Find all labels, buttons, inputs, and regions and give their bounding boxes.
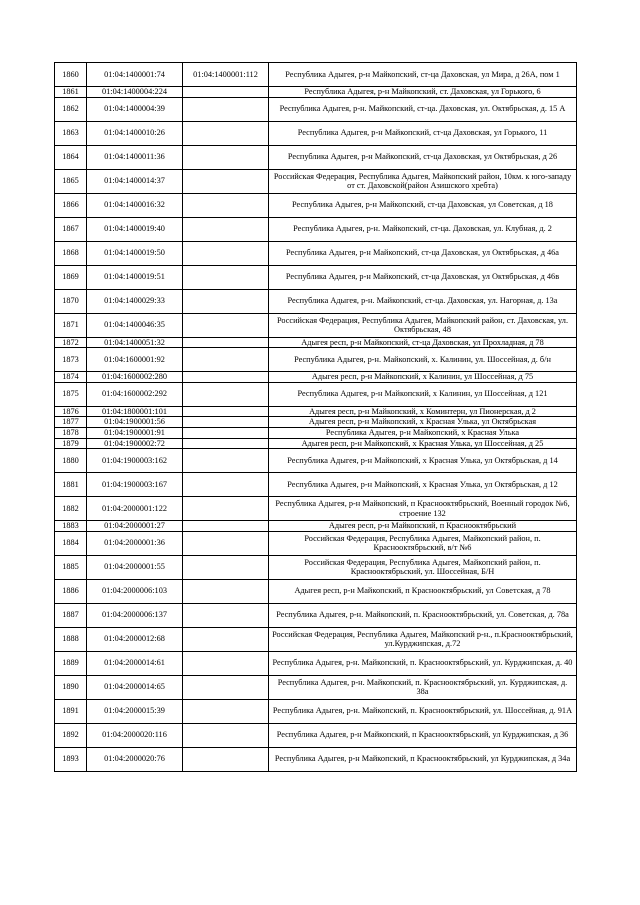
cadastral-number-cell: 01:04:1400019:51 [87, 265, 183, 289]
parent-cadastral-number-cell [183, 427, 269, 438]
table-row [55, 555, 577, 579]
row-number-cell: 1885 [55, 555, 87, 579]
address-cell: Республика Адыгея, р-н. Майкопский, п. Краснооктябрьский, ул. Курджипская, д. 40 [269, 651, 577, 675]
row-number-cell: 1881 [55, 473, 87, 497]
cadastral-number-cell: 01:04:1600002:292 [87, 382, 183, 406]
table-row [55, 603, 577, 627]
table-row [55, 651, 577, 675]
row-number-cell: 1890 [55, 675, 87, 699]
parent-cadastral-number-cell [183, 449, 269, 473]
row-number-cell: 1889 [55, 651, 87, 675]
row-number-cell: 1893 [55, 747, 87, 771]
parent-cadastral-number-cell [183, 382, 269, 406]
parent-cadastral-number-cell [183, 579, 269, 603]
cadastral-number-cell: 01:04:1400046:35 [87, 313, 183, 337]
parent-cadastral-number-cell [183, 723, 269, 747]
cadastral-number-cell: 01:04:2000006:137 [87, 603, 183, 627]
table-row [55, 449, 577, 473]
cadastral-number-cell: 01:04:2000015:39 [87, 699, 183, 723]
parent-cadastral-number-cell [183, 145, 269, 169]
parent-cadastral-number-cell [183, 651, 269, 675]
address-cell: Республика Адыгея, р-н Майкопский, п Краснооктябрьский, ул Курджипская, д 36 [269, 723, 577, 747]
parent-cadastral-number-cell [183, 372, 269, 383]
table-row [55, 473, 577, 497]
parent-cadastral-number-cell [183, 555, 269, 579]
parent-cadastral-number-cell [183, 87, 269, 98]
table-row [55, 217, 577, 241]
address-cell: Республика Адыгея, р-н Майкопский, ст-ца Даховская, ул Советская, д 18 [269, 193, 577, 217]
parent-cadastral-number-cell [183, 497, 269, 521]
address-cell: Республика Адыгея, р-н. Майкопский, ст-ца. Даховская, ул. Клубная, д. 2 [269, 217, 577, 241]
address-cell: Адыгея респ, р-н Майкопский, х Калинин, ул Шоссейная, д 75 [269, 372, 577, 383]
row-number-cell: 1870 [55, 289, 87, 313]
address-cell: Российская Федерация, Республика Адыгея, Майкопский район, п. Краснооктябрьский, в/т №6 [269, 531, 577, 555]
table-row [55, 723, 577, 747]
parent-cadastral-number-cell [183, 747, 269, 771]
table-row [55, 406, 577, 417]
row-number-cell: 1861 [55, 87, 87, 98]
row-number-cell: 1875 [55, 382, 87, 406]
row-number-cell: 1887 [55, 603, 87, 627]
address-cell: Республика Адыгея, р-н Майкопский, ст-ца Даховская, ул Октябрьская, д 26 [269, 145, 577, 169]
table-row [55, 699, 577, 723]
parent-cadastral-number-cell [183, 97, 269, 121]
row-number-cell: 1869 [55, 265, 87, 289]
cadastral-number-cell: 01:04:2000020:116 [87, 723, 183, 747]
address-cell: Республика Адыгея, р-н Майкопский, п Краснооктябрьский, Военный городок №6, строение 132 [269, 497, 577, 521]
table-row [55, 747, 577, 771]
address-cell: Адыгея респ, р-н Майкопский, п Краснооктябрьский [269, 521, 577, 532]
cadastral-number-cell: 01:04:2000014:65 [87, 675, 183, 699]
row-number-cell: 1872 [55, 337, 87, 348]
parent-cadastral-number-cell [183, 603, 269, 627]
parent-cadastral-number-cell [183, 121, 269, 145]
address-cell: Республика Адыгея, р-н Майкопский, ст-ца Даховская, ул Октябрьская, д 46а [269, 241, 577, 265]
cadastral-number-cell: 01:04:2000020:76 [87, 747, 183, 771]
row-number-cell: 1886 [55, 579, 87, 603]
table-row [55, 417, 577, 428]
table-row [55, 87, 577, 98]
cadastral-number-cell: 01:04:1900001:56 [87, 417, 183, 428]
cadastral-number-cell: 01:04:1400010:26 [87, 121, 183, 145]
address-cell: Республика Адыгея, р-н Майкопский, х Красная Улька [269, 427, 577, 438]
cadastral-number-cell: 01:04:1400016:32 [87, 193, 183, 217]
table-row [55, 427, 577, 438]
cadastral-number-cell: 01:04:1400029:33 [87, 289, 183, 313]
row-number-cell: 1876 [55, 406, 87, 417]
parent-cadastral-number-cell [183, 193, 269, 217]
row-number-cell: 1879 [55, 438, 87, 449]
cadastral-number-cell: 01:04:1400001:74 [87, 63, 183, 87]
cadastral-number-cell: 01:04:1900001:91 [87, 427, 183, 438]
parent-cadastral-number-cell [183, 531, 269, 555]
address-cell: Республика Адыгея, р-н Майкопский, х Красная Улька, ул Октябрьская, д 12 [269, 473, 577, 497]
parent-cadastral-number-cell [183, 337, 269, 348]
cadastral-number-cell: 01:04:2000001:55 [87, 555, 183, 579]
cadastral-number-cell: 01:04:1900003:167 [87, 473, 183, 497]
parent-cadastral-number-cell [183, 699, 269, 723]
parent-cadastral-number-cell [183, 406, 269, 417]
cadastral-number-cell: 01:04:1800001:101 [87, 406, 183, 417]
cadastral-number-cell: 01:04:2000001:36 [87, 531, 183, 555]
address-cell: Адыгея респ, р-н Майкопский, х Коминтерн, ул Пионерская, д 2 [269, 406, 577, 417]
row-number-cell: 1867 [55, 217, 87, 241]
row-number-cell: 1883 [55, 521, 87, 532]
row-number-cell: 1868 [55, 241, 87, 265]
cadastral-number-cell: 01:04:2000012:68 [87, 627, 183, 651]
address-cell: Республика Адыгея, р-н Майкопский, ст-ца Даховская, ул Мира, д 26А, пом 1 [269, 63, 577, 87]
table-row [55, 289, 577, 313]
address-cell: Республика Адыгея, р-н. Майкопский, ст-ца. Даховская, ул. Нагорная, д. 13а [269, 289, 577, 313]
address-cell: Российская Федерация, Республика Адыгея, Майкопский р-н., п.Краснооктябрьский, ул.Курджипская, д.72 [269, 627, 577, 651]
address-cell: Республика Адыгея, р-н. Майкопский, п. Краснооктябрьский, ул. Курджипская, д. 38а [269, 675, 577, 699]
row-number-cell: 1871 [55, 313, 87, 337]
table-row [55, 438, 577, 449]
cadastral-number-cell: 01:04:1900003:162 [87, 449, 183, 473]
address-cell: Республика Адыгея, р-н Майкопский, п Краснооктябрьский, ул Курджипская, д 34а [269, 747, 577, 771]
table-row [55, 627, 577, 651]
parent-cadastral-number-cell [183, 473, 269, 497]
table-row [55, 521, 577, 532]
parent-cadastral-number-cell [183, 627, 269, 651]
table-row [55, 63, 577, 87]
address-cell: Республика Адыгея, р-н Майкопский, ст-ца Даховская, ул Горького, 11 [269, 121, 577, 145]
table-row [55, 241, 577, 265]
row-number-cell: 1892 [55, 723, 87, 747]
table-row [55, 313, 577, 337]
row-number-cell: 1882 [55, 497, 87, 521]
table-row [55, 337, 577, 348]
cadastral-number-cell: 01:04:2000001:27 [87, 521, 183, 532]
row-number-cell: 1880 [55, 449, 87, 473]
table-row [55, 121, 577, 145]
parent-cadastral-number-cell [183, 241, 269, 265]
address-cell: Республика Адыгея, р-н. Майкопский, х. Калинин, ул. Шоссейная, д. б/н [269, 348, 577, 372]
address-cell: Республика Адыгея, р-н. Майкопский, ст-ца. Даховская, ул. Октябрьская, д. 15 А [269, 97, 577, 121]
row-number-cell: 1877 [55, 417, 87, 428]
address-cell: Республика Адыгея, р-н. Майкопский, п. Краснооктябрьский, ул. Шоссейная, д. 91А [269, 699, 577, 723]
row-number-cell: 1860 [55, 63, 87, 87]
row-number-cell: 1863 [55, 121, 87, 145]
row-number-cell: 1866 [55, 193, 87, 217]
address-cell: Республика Адыгея, р-н Майкопский, ст-ца Даховская, ул Октябрьская, д 46в [269, 265, 577, 289]
row-number-cell: 1873 [55, 348, 87, 372]
parent-cadastral-number-cell [183, 265, 269, 289]
parent-cadastral-number-cell [183, 289, 269, 313]
cadastral-number-cell: 01:04:1400004:39 [87, 97, 183, 121]
table-row [55, 193, 577, 217]
address-cell: Республика Адыгея, р-н Майкопский, ст. Даховская, ул Горького, 6 [269, 87, 577, 98]
table-row [55, 382, 577, 406]
parent-cadastral-number-cell [183, 438, 269, 449]
address-cell: Адыгея респ, р-н Майкопский, х Красная Улька, ул Шоссейная, д 25 [269, 438, 577, 449]
address-cell: Адыгея респ, р-н Майкопский, х Красная Улька, ул Октябрьская [269, 417, 577, 428]
table-row [55, 169, 577, 193]
table-row [55, 675, 577, 699]
row-number-cell: 1884 [55, 531, 87, 555]
row-number-cell: 1865 [55, 169, 87, 193]
address-cell: Республика Адыгея, р-н Майкопский, х Красная Улька, ул Октябрьская, д 14 [269, 449, 577, 473]
address-cell: Адыгея респ, р-н Майкопский, ст-ца Даховская, ул Прохладная, д 78 [269, 337, 577, 348]
cadastral-number-cell: 01:04:1400011:36 [87, 145, 183, 169]
parent-cadastral-number-cell [183, 675, 269, 699]
address-cell: Республика Адыгея, р-н. Майкопский, п. Краснооктябрьский, ул. Советская, д. 78а [269, 603, 577, 627]
address-cell: Российская Федерация, Республика Адыгея, Майкопский район, п. Краснооктябрьский, ул. Шоссейная, Б/Н [269, 555, 577, 579]
cadastral-number-cell: 01:04:1900002:72 [87, 438, 183, 449]
table-row [55, 97, 577, 121]
cadastral-number-cell: 01:04:1400014:37 [87, 169, 183, 193]
row-number-cell: 1874 [55, 372, 87, 383]
address-cell: Российская Федерация, Республика Адыгея, Майкопский район, ст. Даховская, ул. Октябрьская, 48 [269, 313, 577, 337]
row-number-cell: 1888 [55, 627, 87, 651]
cadastral-number-cell: 01:04:2000014:61 [87, 651, 183, 675]
cadastral-number-cell: 01:04:1400019:50 [87, 241, 183, 265]
table-row [55, 497, 577, 521]
parent-cadastral-number-cell [183, 169, 269, 193]
table-row [55, 348, 577, 372]
registry-table [54, 62, 577, 772]
cadastral-number-cell: 01:04:2000006:103 [87, 579, 183, 603]
cadastral-number-cell: 01:04:1400051:32 [87, 337, 183, 348]
address-cell: Российская Федерация, Республика Адыгея, Майкопский район, 10км. к юго-западу от ст. Даховской(район Азишского хребта) [269, 169, 577, 193]
row-number-cell: 1862 [55, 97, 87, 121]
parent-cadastral-number-cell [183, 313, 269, 337]
cadastral-number-cell: 01:04:1600002:280 [87, 372, 183, 383]
parent-cadastral-number-cell [183, 217, 269, 241]
row-number-cell: 1864 [55, 145, 87, 169]
address-cell: Адыгея респ, р-н Майкопский, п Краснооктябрьский, ул Советская, д 78 [269, 579, 577, 603]
parent-cadastral-number-cell [183, 348, 269, 372]
parent-cadastral-number-cell: 01:04:1400001:112 [183, 63, 269, 87]
parent-cadastral-number-cell [183, 417, 269, 428]
cadastral-number-cell: 01:04:1400019:40 [87, 217, 183, 241]
cadastral-number-cell: 01:04:1400004:224 [87, 87, 183, 98]
cadastral-number-cell: 01:04:1600001:92 [87, 348, 183, 372]
registry-table-body [55, 63, 577, 772]
table-row [55, 579, 577, 603]
row-number-cell: 1891 [55, 699, 87, 723]
table-row [55, 145, 577, 169]
parent-cadastral-number-cell [183, 521, 269, 532]
row-number-cell: 1878 [55, 427, 87, 438]
cadastral-number-cell: 01:04:2000001:122 [87, 497, 183, 521]
table-row [55, 265, 577, 289]
table-row [55, 531, 577, 555]
address-cell: Республика Адыгея, р-н Майкопский, х Калинин, ул Шоссейная, д 121 [269, 382, 577, 406]
table-row [55, 372, 577, 383]
